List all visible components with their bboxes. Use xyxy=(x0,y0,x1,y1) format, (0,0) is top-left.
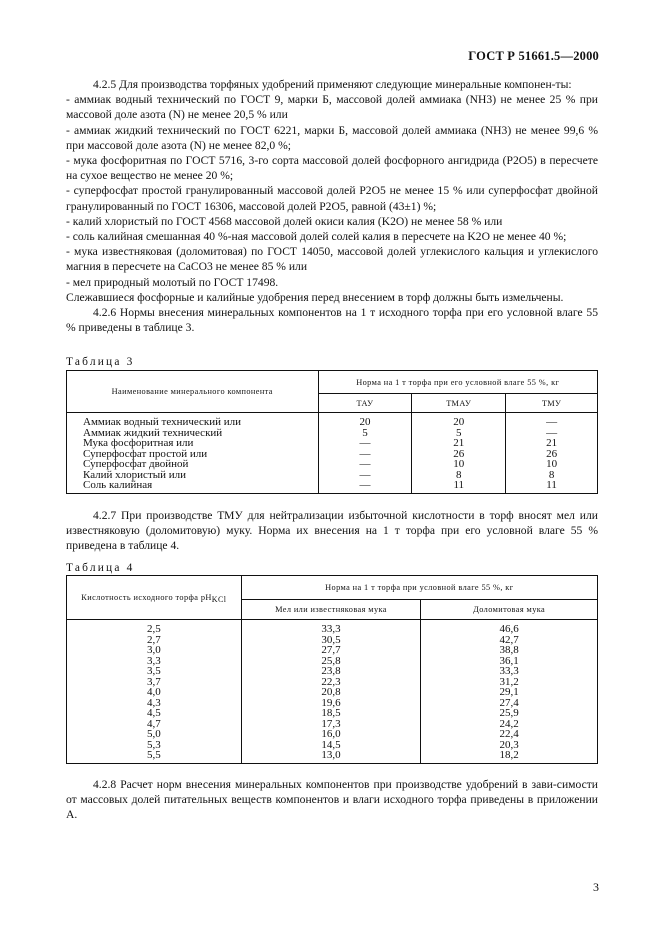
p425-line-1: - аммиак водный технический по ГОСТ 9, марки Б, массовой долей аммиака (NH3) не менее 25 % при массовой доле азота (N) не менее 20,5 % или xyxy=(66,93,598,122)
table3 xyxy=(66,370,598,494)
table3-cell: 8 xyxy=(506,470,598,481)
table3-cell: — xyxy=(318,480,412,493)
table4-col-header-sub: KCl xyxy=(211,595,227,604)
table4-cell: 31,2 xyxy=(421,677,598,688)
table4-cell: 3,7 xyxy=(146,675,161,688)
table3-cell: — xyxy=(318,438,412,449)
p425-line-8: - мел природный молотый по ГОСТ 17498. xyxy=(66,275,279,289)
table4-cell: 4,5 xyxy=(146,707,161,719)
p425-item-phosphorite xyxy=(66,153,598,183)
table3-cell: 21 xyxy=(412,438,506,449)
table4 xyxy=(66,575,598,764)
table4-cell: 20,3 xyxy=(421,740,598,751)
p426: 4.2.6 Нормы внесения минеральных компонентов на 1 т исходного торфа при его условной влаге 55 % приведены в таблице 3. xyxy=(66,306,598,335)
p425-line-5: - калий хлористый по ГОСТ 4568 массовой долей окиси калия (K2O) не менее 58 % или xyxy=(66,214,503,228)
section-4-2-7 xyxy=(66,508,598,554)
table3-cell: Аммиак водный технический или xyxy=(83,416,242,428)
section-4-2-5 xyxy=(66,77,598,335)
table3-cell: Мука фосфоритная или xyxy=(83,437,194,449)
table4-cell: 19,6 xyxy=(241,698,421,709)
table3-cell: — xyxy=(318,449,412,460)
p425-item-nh3-liquid xyxy=(66,123,598,153)
p427: 4.2.7 При производстве ТМУ для нейтрализации избыточной кислотности в торф вносят мел или известняковую (доломитовую) муку. Норма их внесения на 1 т торфа при его условной влаге 55 % приведена в таблице 4. xyxy=(66,509,598,553)
table4-group-header: Норма на 1 т торфа при условной влаге 55 %, кг xyxy=(241,576,597,600)
table4-cell: 18,2 xyxy=(421,750,598,763)
table3-subheader-tmau: ТМАУ xyxy=(412,394,506,413)
table3-cell: 11 xyxy=(506,480,598,493)
table4-cell: 5,5 xyxy=(146,749,161,761)
table3-group-header: Норма на 1 т торфа при его условной влаге 55 %, кг xyxy=(318,371,597,394)
table3-row xyxy=(67,480,598,493)
table4-cell: 18,5 xyxy=(241,708,421,719)
table4-cell: 4,7 xyxy=(146,717,161,730)
table4-cell: 33,3 xyxy=(241,620,421,635)
table3-cell: — xyxy=(506,413,598,428)
table4-row xyxy=(67,645,598,656)
table4-cell: 36,1 xyxy=(421,656,598,667)
table4-cell: 22,3 xyxy=(241,677,421,688)
table4-cell: 3,3 xyxy=(146,654,161,667)
p425-item-chalk xyxy=(66,275,598,290)
table4-cell: 3,5 xyxy=(146,665,161,677)
table3-row xyxy=(67,413,598,428)
table4-cell: 24,2 xyxy=(421,719,598,730)
p425-line-7: - мука известняковая (доломитовая) по ГОСТ 14050, массовой долей углекислого кальция и углекислого магния в пересчете на CaCO3 не менее 85 % или xyxy=(66,245,598,274)
p425-item-kcl xyxy=(66,214,598,229)
table3-cell: 26 xyxy=(412,449,506,460)
table3-cell: Аммиак жидкий технический xyxy=(83,426,223,439)
table4-cell: 3,0 xyxy=(146,644,161,656)
table3-cell: 8 xyxy=(412,470,506,481)
table4-cell: 4,3 xyxy=(146,696,161,709)
p425-line-6: - соль калийная смешанная 40 %-ная массовой долей солей калия в пересчете на K2O не менее 40 %; xyxy=(66,230,567,244)
table3-cell: — xyxy=(318,470,412,481)
p425-item-superphosphate xyxy=(66,183,598,213)
p425-item-potash-salt xyxy=(66,229,598,244)
table3-cell: 20 xyxy=(412,413,506,428)
table4-cell: 14,5 xyxy=(241,740,421,751)
section-4-2-8 xyxy=(66,777,598,823)
table4-col-header-text: Кислотность исходного торфа pH xyxy=(81,593,212,602)
table4-cell: 16,0 xyxy=(241,729,421,740)
table3-cell: 5 xyxy=(318,428,412,439)
table4-cell: 42,7 xyxy=(421,635,598,646)
table4-cell: 23,8 xyxy=(241,666,421,677)
table4-cell: 25,9 xyxy=(421,708,598,719)
table3-name-header: Наименование минерального компонента xyxy=(67,371,319,413)
p425-line-0: 4.2.5 Для производства торфяных удобрений применяют следующие минеральные компонен-ты: xyxy=(93,78,572,91)
table3-caption: Таблица 3 xyxy=(66,356,135,368)
table4-cell: 2,7 xyxy=(146,633,161,646)
table4-cell: 25,8 xyxy=(241,656,421,667)
table4-caption: Таблица 4 xyxy=(66,562,135,574)
table4-col-header xyxy=(67,576,242,620)
table3-cell: 10 xyxy=(412,459,506,470)
table3-cell: Калий хлористый или xyxy=(83,468,187,481)
table4-cell: 27,7 xyxy=(241,645,421,656)
p425-line-3: - мука фосфоритная по ГОСТ 5716, 3-го сорта массовой долей фосфорного ангидрида (P2O5) в пересчете на сухое вещество не менее 20 %; xyxy=(66,154,598,183)
table4-subheader-chalk: Мел или известняковая мука xyxy=(241,600,421,620)
table3-subheader-tau: ТАУ xyxy=(318,394,412,413)
table3-cell: 21 xyxy=(506,438,598,449)
table3-cell: — xyxy=(506,428,598,439)
table4-cell: 5,3 xyxy=(146,738,161,751)
table4-cell: 17,3 xyxy=(241,719,421,730)
table3-cell: Соль калийная xyxy=(83,479,153,491)
table4-row xyxy=(67,708,598,719)
table4-row xyxy=(67,620,598,635)
table4-row xyxy=(67,750,598,763)
table3-cell: 10 xyxy=(506,459,598,470)
table3-row xyxy=(67,438,598,449)
table4-cell: 4,0 xyxy=(146,686,161,698)
table4-cell: 22,4 xyxy=(421,729,598,740)
table4-cell: 13,0 xyxy=(241,750,421,763)
p425-line-9: Слежавшиеся фосфорные и калийные удобрения перед внесением в торф должны быть измельчены. xyxy=(66,290,564,304)
table4-row xyxy=(67,729,598,740)
table3-cell: 26 xyxy=(506,449,598,460)
page-number: 3 xyxy=(593,880,599,894)
table4-row xyxy=(67,687,598,698)
table4-cell: 30,5 xyxy=(241,635,421,646)
table3-cell: 11 xyxy=(412,480,506,493)
p425-note xyxy=(66,290,598,305)
table4-cell: 38,8 xyxy=(421,645,598,656)
table4-cell: 46,6 xyxy=(421,620,598,635)
table4-row xyxy=(67,666,598,677)
table3-cell: 5 xyxy=(412,428,506,439)
table3-row xyxy=(67,459,598,470)
document-header: ГОСТ Р 51661.5—2000 xyxy=(468,49,599,63)
p425-line-4: - суперфосфат простой гранулированный массовой долей P2O5 не менее 15 % или суперфосфат двойной гранулированный по ГОСТ 16306, массовой долей P2O5, равной (43±1) %; xyxy=(66,184,598,213)
p425-line-2: - аммиак жидкий технический по ГОСТ 6221, марки Б, массовой долей аммиака (NH3) не менее 99,6 % при массовой доле азота (N) не менее 82,0 %; xyxy=(66,123,598,152)
table4-body xyxy=(67,620,598,764)
table4-cell: 27,4 xyxy=(421,698,598,709)
table4-subheader-dolomite: Доломитовая мука xyxy=(421,600,598,620)
table3-cell: — xyxy=(318,459,412,470)
table4-cell: 5,0 xyxy=(146,728,161,740)
table3-cell: Суперфосфат двойной xyxy=(83,458,189,470)
table3-subheader-tmu: ТМУ xyxy=(506,394,598,413)
p428: 4.2.8 Расчет норм внесения минеральных компонентов при производстве удобрений в зави-симости от массовых долей питательных веществ компонентов и влаги исходного торфа приведены в приложении А. xyxy=(66,778,598,822)
table4-cell: 33,3 xyxy=(421,666,598,677)
table4-cell: 29,1 xyxy=(421,687,598,698)
table4-cell: 20,8 xyxy=(241,687,421,698)
p425-line-intro xyxy=(66,77,598,92)
p425-item-limestone xyxy=(66,244,598,274)
table3-cell: 20 xyxy=(318,413,412,428)
p425-item-nh3-water xyxy=(66,92,598,122)
table3-cell: Суперфосфат простой или xyxy=(83,447,208,460)
table4-cell: 2,5 xyxy=(146,623,161,635)
